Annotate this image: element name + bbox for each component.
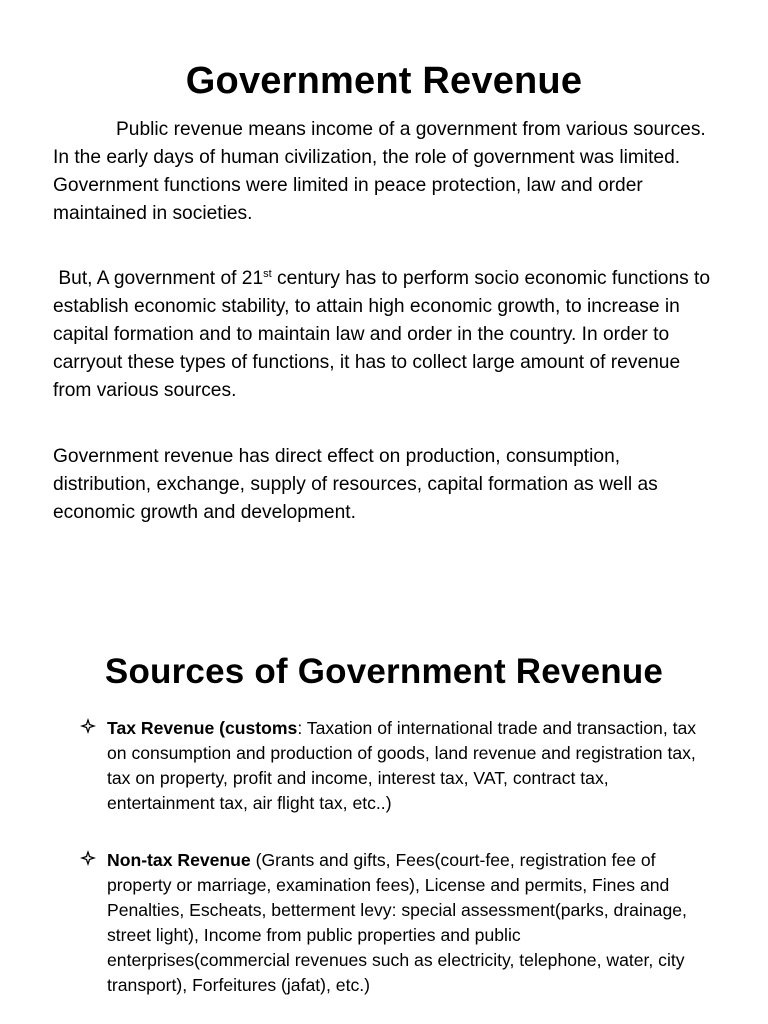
paragraph-text: Public revenue means income of a government from various sources. In the early days of human civilization, the role of government was limited. Government functions were limited in peace protection, law and order maintained in societies. [53,119,706,224]
paragraph-text-post: century has to perform socio economic functions to establish economic stability, to attain high economic growth, to increase in capital formation and to maintain law and order in the country. In order to carryout these types of functions, it has to collect large amount of revenue from various sources. [53,268,711,401]
superscript-st: st [263,268,272,280]
paragraph-21st-century [53,265,713,405]
paragraph-text-pre: But, A government of 21 [58,268,264,289]
diamond-bullet-icon [80,850,96,866]
list-item-non-tax-revenue [80,848,700,998]
bullet-body: (Grants and gifts, Fees(court-fee, registration fee of property or marriage, examination fees), License and permits, Fines and Penalties, Escheats, betterment levy: special assessment(parks, drainage, street light), Income from public properties and public enterprises(commercial revenues such as electricity, telephone, water, city transport), Forfeitures (jafat), etc.) [107,850,687,995]
list-item-tax-revenue [80,716,700,816]
slide-sources-of-revenue [0,640,768,1024]
diamond-bullet-icon [80,718,96,734]
page-title: Government Revenue [185,60,583,102]
bullet-body: : Taxation of international trade and transaction, tax on consumption and production of goods, land revenue and registration tax, tax on property, profit and income, interest tax, VAT, contract tax, entertainment tax, air flight tax, etc..) [107,718,697,813]
bullet-bold-label: Tax Revenue (customs [107,718,298,738]
paragraph-effects: Government revenue has direct effect on production, consumption, distribution, exchange, supply of resources, capital formation as well as economic growth and development. [53,446,658,523]
bullet-bold-label: Non-tax Revenue [107,850,251,870]
paragraph-public-revenue [53,116,713,228]
bullet-text [107,848,700,998]
bullet-text [107,716,700,816]
section-title: Sources of Government Revenue [104,652,664,691]
